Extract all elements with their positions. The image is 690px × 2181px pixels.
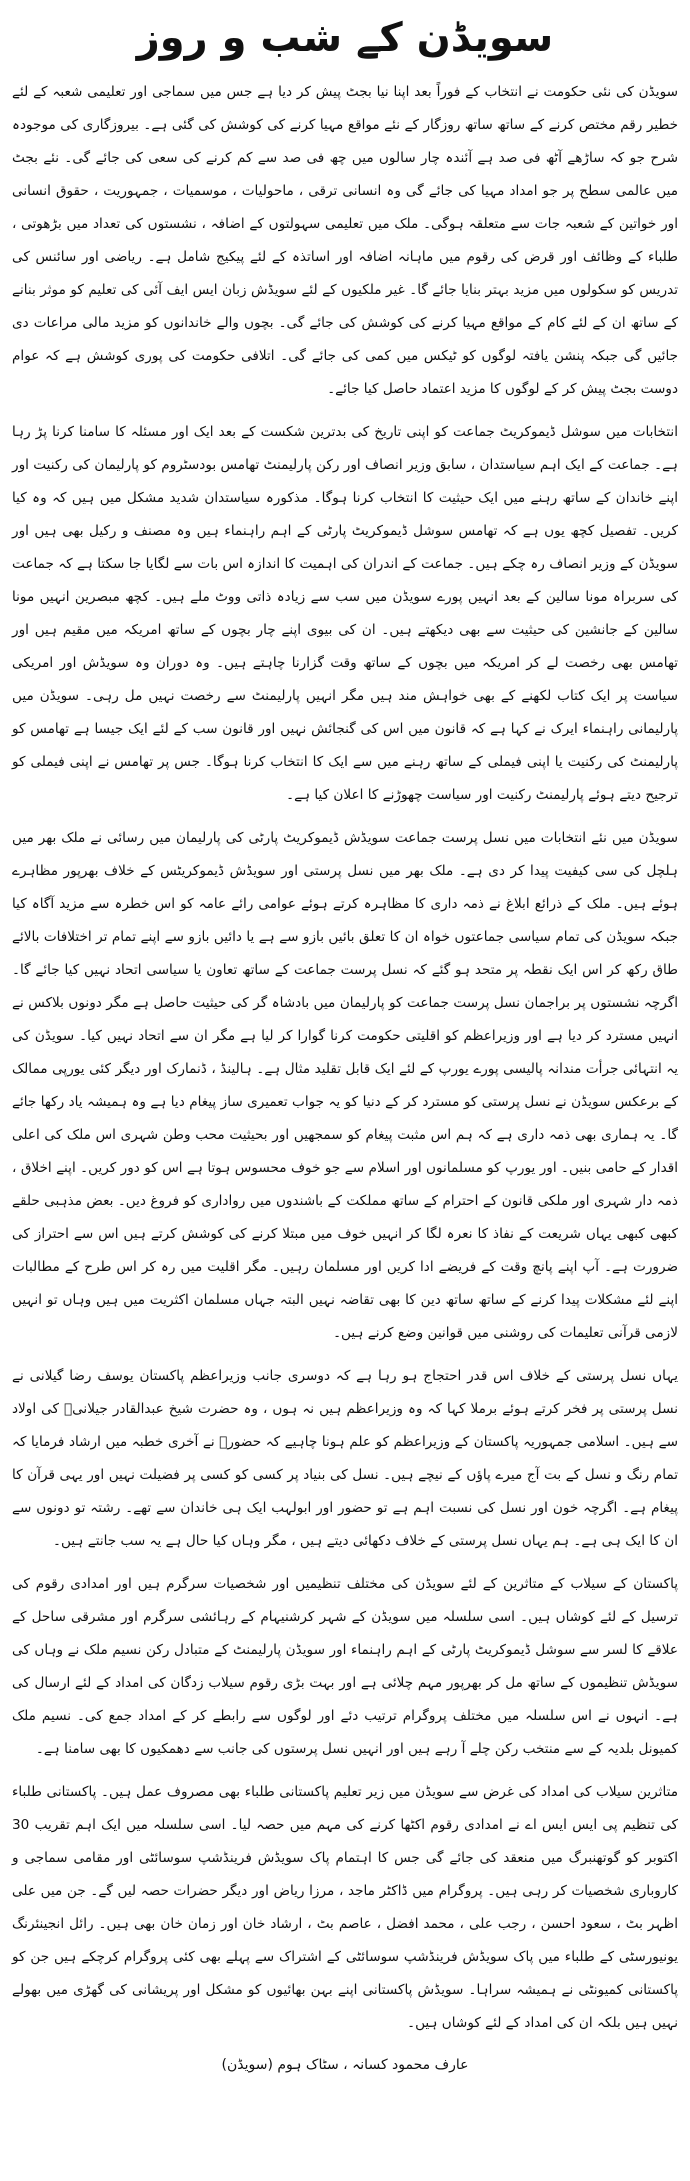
article-paragraph-1: سویڈن کی نئی حکومت نے انتخاب کے فوراً بعد اپنا نیا بجٹ پیش کر دیا ہے جس میں سماجی اور تعلیمی شعبہ کے لئے خطیر رقم مختص کرنے کے ساتھ ساتھ روزگار کے نئے مواقع مہیا کرنے کی کوشش کی گئی ہے۔ بیروزگاری کی موجودہ شرح جو کہ ساڑھے آٹھ فی صد ہے آئندہ چار سالوں میں چھ فی صد سے کم کرنے کی سعی کی جائے گی۔ نئے بجٹ میں عالمی سطح پر جو امداد مہیا کی جائے گی وہ انسانی ترقی ، ماحولیات ، موسمیات ، جمہوریت ، حقوق انسانی اور خواتین کے شعبہ جات سے متعلقہ ہوگی۔ ملک میں تعلیمی سہولتوں کے اضافہ ، نشستوں کی تعداد میں بڑھوتی ، طلباء کے وظائف اور قرض کی رقوم میں ماہانہ اضافہ اور اساتذہ کے لئے پیکیج شامل ہے۔ ریاضی اور سائنس کی تدریس کو سکولوں میں مزید بہتر بنایا جائے گا۔ غیر ملکیوں کے لئے سویڈش زبان ایس ایف آئی کی تعلیم کو موثر بنانے کے ساتھ ان کے لئے کام کے مواقع مہیا کرنے کی کوشش کی جائے گی۔ بچوں والے خاندانوں کو مزید مالی مراعات دی جائیں گی جبکہ پنشن یافتہ لوگوں کو ٹیکس میں کمی کی جائے گی۔ اتلافی حکومت کی پوری کوشش ہے کہ عوام دوست بجٹ پیش کر کے لوگوں کا مزید اعتماد حاصل کیا جائے۔ — [12, 84, 678, 397]
author-signature: عارف محمود کسانہ ، سٹاک ہوم (سویڈن) — [221, 2057, 469, 2073]
article-paragraph-4: یہاں نسل پرستی کے خلاف اس قدر احتجاج ہو رہا ہے کہ دوسری جانب وزیراعظم پاکستان یوسف رضا گیلانی نے نسل پرستی پر فخر کرتے ہوئے برملا کہا کہ وہ وزیراعظم ہیں نہ ہوں ، وہ حضرت شیخ عبدالقادر جیلانیؒ کی اولاد سے ہیں۔ اسلامی جمہوریہ پاکستان کے وزیراعظم کو علم ہونا چاہیے کہ حضورؐ نے آخری خطبہ میں ارشاد فرمایا کہ تمام رنگ و نسل کے بت آج میرے پاؤں کے نیچے ہیں۔ نسل کی بنیاد پر کسی کو کسی پر فضیلت نہیں اور یہی قرآن کا پیغام ہے۔ اگرچہ خون اور نسل کی نسبت اہم ہے تو حضور اور ابولہب ایک ہی خاندان سے تھے۔ رشتہ تو دونوں سے ان کا ایک ہی ہے۔ ہم یہاں نسل پرستی کے خلاف دکھائی دیتے ہیں ، مگر وہاں کیا حال ہے یہ سب جانتے ہیں۔ — [12, 1368, 679, 1549]
article-paragraph-5: پاکستان کے سیلاب کے متاثرین کے لئے سویڈن کی مختلف تنظیمیں اور شخصیات سرگرم ہیں اور امدادی رقوم کی ترسیل کے لئے کوشاں ہیں۔ اسی سلسلہ میں سویڈن کے شہر کرشنیہام کے رہائشی سرگرم اور مشرقی ساحل کے علاقے کا لسر سے سوشل ڈیموکریٹ پارٹی کے اہم راہنماء اور سویڈن پارلیمنٹ کے متبادل رکن نسیم ملک نے وہاں کی سویڈش تنظیموں کے ساتھ مل کر بھرپور مہم چلائی ہے اور بہت بڑی رقوم سیلاب زدگان کی امداد کے لئے ارسال کی ہے۔ انہوں نے اس سلسلہ میں مختلف پروگرام ترتیب دئے اور لوگوں سے رابطے کر کے امداد جمع کی۔ نسیم ملک کمیونل بلدیہ کے سے منتخب رکن چلے آ رہے ہیں اور انہیں نسل پرستوں کی جانب سے دھمکیوں کا بھی سامنا ہے۔ — [12, 1576, 678, 1757]
article-paragraph-3: سویڈن میں نئے انتخابات میں نسل پرست جماعت سویڈش ڈیموکریٹ پارٹی کی پارلیمان میں رسائی نے ملک بھر میں ہلچل کی سی کیفیت پیدا کر دی ہے۔ ملک بھر میں نسل پرستی اور سویڈش ڈیموکریٹس کے خلاف بھرپور مظاہرے ہوئے ہیں۔ ملک کے ذرائع ابلاغ نے ذمہ داری کا مظاہرہ کرتے ہوئے عوامی رائے عامہ کو اس خطرہ سے مزید آگاہ کیا جبکہ سویڈن کی تمام سیاسی جماعتوں خواہ ان کا تعلق بائیں بازو سے ہے یا دائیں بازو سے اپنے تمام تر اختلافات بالائے طاق رکھ کر اس ایک نقطہ پر متحد ہو گئے کہ نسل پرست جماعت کے ساتھ تعاون یا سیاسی اتحاد نہیں کیا جائے گا۔ اگرچہ نشستوں پر براجمان نسل پرست جماعت کو پارلیمان میں بادشاہ گر کی حیثیت حاصل ہے مگر دونوں بلاکس نے انہیں مسترد کر دیا ہے اور وزیراعظم کو اقلیتی حکومت کرنا گوارا کر لیا ہے مگر ان سے اتحاد نہیں کیا۔ سویڈن کی یہ انتہائی جرأت مندانہ پالیسی پورے یورپ کے لئے ایک قابل تقلید مثال ہے۔ ہالینڈ ، ڈنمارک اور دیگر کئی یورپی ممالک کے برعکس سویڈن نے نسل پرستی کو مسترد کر کے دنیا کو یہ جواب تعمیری ساز پیغام دیا ہے وہ ہمیشہ یاد رکھا جائے گا۔ یہ ہماری بھی ذمہ داری ہے کہ ہم اس مثبت پیغام کو سمجھیں اور بحیثیت محب وطن شہری اس ملک کی اعلی اقدار کے حامی بنیں۔ اور یورپ کو مسلمانوں اور اسلام سے جو خوف محسوس ہوتا ہے اس کو دور کریں۔ اپنے اخلاق ، ذمہ دار شہری اور ملکی قانون کے احترام کے ساتھ مملکت کے باشندوں میں رواداری کو فروغ دیں۔ بعض مذہبی حلقے کبھی کبھی یہاں شریعت کے نفاذ کا نعرہ لگا کر انہیں خوف میں مبتلا کرنے کی کوشش کرتے ہیں اس سے احتراز کی ضرورت ہے۔ آپ اپنے پانچ وقت کے فریضے ادا کریں اور مسلمان رہیں۔ مگر اقلیت میں رہ کر اس طرح کے مطالبات اپنے لئے مشکلات پیدا کرنے کے ساتھ ساتھ دین کا بھی تقاضہ نہیں البتہ جہاں مسلمان اکثریت میں ہیں وہاں تو انہیں لازمی قرآنی تعلیمات کی روشنی میں قوانین وضع کرنے ہیں۔ — [12, 830, 678, 1341]
article-title: سویڈن کے شب و روز — [136, 15, 554, 61]
article-paragraph-2: انتخابات میں سوشل ڈیموکریٹ جماعت کو اپنی تاریخ کی بدترین شکست کے بعد ایک اور مسئلہ کا سامنا کرنا پڑ رہا ہے۔ جماعت کے ایک اہم سیاستدان ، سابق وزیر انصاف اور رکن پارلیمنٹ تھامس بودسٹروم کو پارلیمان کی رکنیت اور اپنے خاندان کے ساتھ رہنے میں ایک حیثیت کا انتخاب کرنا ہوگا۔ مذکورہ سیاستدان شدید مشکل میں ہیں کہ وہ کیا کریں۔ تفصیل کچھ یوں ہے کہ تھامس سوشل ڈیموکریٹ پارٹی کے اہم راہنماء ہیں وہ مصنف و رکیل بھی ہیں اور سویڈن کے وزیر انصاف رہ چکے ہیں۔ جماعت کے اندران کی اہمیت کا اندازہ اس بات سے لگایا جا سکتا ہے کہ جماعت کی سربراہ مونا سالین کے بعد انہیں پورے سویڈن میں سب سے زیادہ ذاتی ووٹ ملے ہیں۔ کچھ مبصرین انہیں مونا سالین کے جانشین کی حیثیت سے بھی دیکھتے ہیں۔ ان کی بیوی اپنے چار بچوں کے ساتھ امریکہ میں مقیم ہیں اور تھامس بھی رخصت لے کر امریکہ میں بچوں کے ساتھ وقت گزارنا چاہتے ہیں۔ وہ دوران وہ سویڈش اور امریکی سیاست پر ایک کتاب لکھنے کے بھی خواہش مند ہیں مگر انہیں پارلیمنٹ سے رخصت نہیں مل رہی۔ سویڈن میں پارلیمانی راہنماء ایرک نے کہا ہے کہ قانون میں اس کی گنجائش نہیں اور قانون سب کے لئے ایک جیسا ہے تھامس کو پارلیمنٹ کی رکنیت یا اپنی فیملی کے ساتھ رہنے میں سے ایک کا انتخاب کرنا ہوگا۔ جس پر تھامس نے اپنی فیملی کو ترجیح دیتے ہوئے پارلیمنٹ رکنیت اور سیاست چھوڑنے کا اعلان کیا ہے۔ — [12, 424, 678, 803]
article-paragraph-6: متاثرین سیلاب کی امداد کی غرض سے سویڈن میں زیر تعلیم پاکستانی طلباء بھی مصروف عمل ہیں۔ پاکستانی طلباء کی تنظیم پی ایس ایس اے نے امدادی رقوم اکٹھا کرنے کی مہم میں حصہ لیا۔ اسی سلسلہ میں ایک اہم تقریب 30 اکتوبر کو گوتھنبرگ میں منعقد کی جائے گی جس کا اہتمام پاک سویڈش فرینڈشپ سوسائٹی اور مقامی سماجی و کاروباری شخصیات کر رہی ہیں۔ پروگرام میں ڈاکٹر ماجد ، مرزا ریاض اور دیگر حضرات حصہ لیں گے۔ جن میں علی اظہر بٹ ، سعود احسن ، رجب علی ، محمد افضل ، عاصم بٹ ، ارشاد خان اور زمان خان بھی ہیں۔ رائل انجینئرنگ یونیورسٹی کے طلباء میں پاک سویڈش فرینڈشپ سوسائٹی کے اشتراک سے پہلے بھی کئی پروگرام کرچکے ہیں جن کو پاکستانی کمیونٹی نے ہمیشہ سراہا۔ سویڈش پاکستانی اپنے بہن بھائیوں کو مشکل اور پریشانی کی گھڑی میں بھولے نہیں ہیں بلکہ ان کی امداد کے لئے کوشاں ہیں۔ — [12, 1784, 678, 2031]
